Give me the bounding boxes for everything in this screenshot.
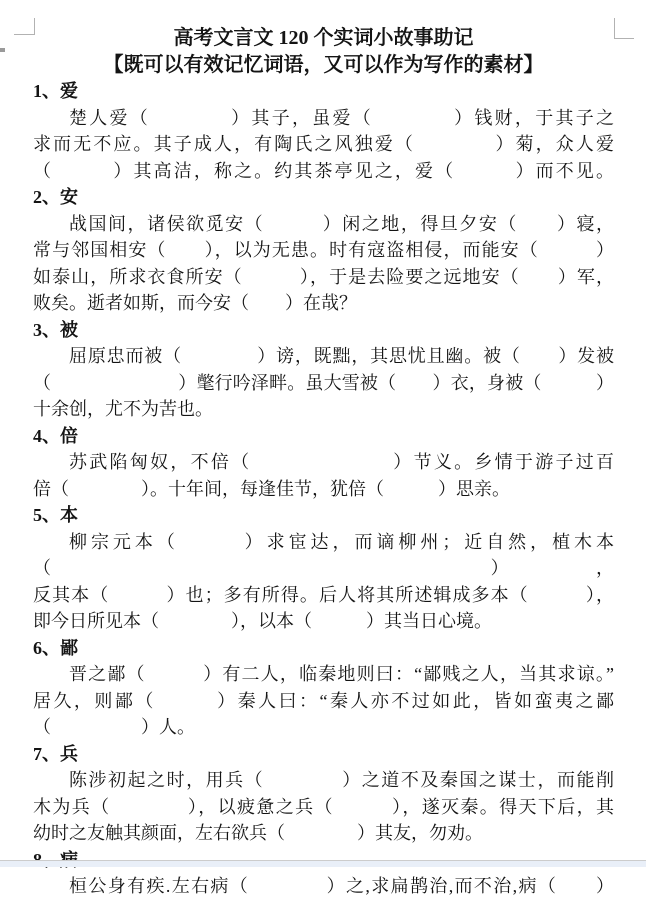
- section-heading: 5、本: [33, 505, 78, 525]
- section-heading: 7、兵: [33, 743, 78, 764]
- story-line: 苏武陷匈奴，不倍（ ）节义。乡情于游子过百: [69, 452, 614, 472]
- story-line: 屈原忠而被（ ）谤，既黜，其思忧且幽。被（ ）发被: [69, 346, 614, 366]
- story-line: 常与邻国相安（ ），以为无患。时有寇盗相侵，而能安（ ）: [33, 240, 614, 260]
- section: [33, 78, 614, 184]
- story-line: 桓公身有疾.左右病（ ）之,求扁鹊治,而不治,病（ ）: [69, 876, 614, 896]
- story-line: 柳宗元本（ ）求宦达，而谪柳州；近自然，植木本（ ），: [33, 531, 614, 578]
- story-line: 陈涉初起之时，用兵（ ）之道不及秦国之谋士，而能削: [69, 770, 614, 790]
- story-line: 战国间，诸侯欲觅安（ ）闲之地，得旦夕安（ ）寝，: [69, 213, 614, 234]
- section: [33, 184, 614, 317]
- section-heading: 4、倍: [33, 425, 78, 446]
- section: [33, 847, 614, 900]
- section: [33, 741, 614, 847]
- section: [33, 423, 614, 503]
- section: [33, 635, 614, 741]
- page-edge-speck: [0, 48, 5, 52]
- section-heading: 2、安: [33, 187, 78, 207]
- section: [33, 317, 614, 423]
- section-heading: 1、爱: [33, 81, 78, 101]
- story-line: 楚人爱（ ）其子，虽爱（ ）钱财，于其子之: [69, 107, 614, 128]
- document-title: 高考文言文 120 个实词小故事助记: [173, 27, 474, 49]
- story-line: 幼时之友触其颜面，左右欲兵（ ）其友，勿劝。: [33, 823, 483, 843]
- document-body: [33, 25, 614, 900]
- story-line: 居久，则鄙（ ）秦人曰：“秦人亦不过如此，皆如蛮夷之鄙: [33, 690, 614, 711]
- story-line: 败矣。逝者如斯，而今安（ ）在哉？: [33, 293, 357, 313]
- section-heading: 3、被: [33, 319, 78, 340]
- story-line: 求而无不应。其子成人，有陶氏之风独爱（ ）菊，众人爱: [33, 134, 614, 154]
- section: [33, 502, 614, 635]
- story-line: （ ）其高洁，称之。约其茶亭见之，爱（ ）而不见。: [33, 160, 614, 181]
- sections-container: [33, 78, 614, 900]
- document-subtitle: 【既可以有效记忆词语，又可以作为写作的素材】: [103, 53, 544, 76]
- story-line: 倍（ ）。十年间，每逢佳节，犹倍（ ）思亲。: [33, 478, 510, 499]
- story-line: 反其本（ ）也；多有所得。后人将其所述辑成多本（ ），: [33, 584, 614, 605]
- story-line: 如泰山，所求衣食所安（ ），于是去险要之远地安（ ）军，: [33, 266, 614, 287]
- story-line: （ ）氅行吟泽畔。虽大雪被（ ）衣，身被（ ）: [33, 372, 614, 393]
- text-boundary-mark-top-right: [614, 18, 634, 39]
- story-line: 晋之鄙（ ）有二人，临秦地则曰：“鄙贱之人，当其求谅。”: [69, 664, 614, 684]
- text-boundary-mark-top-left: [14, 18, 35, 35]
- story-line: 十余创，尤不为苦也。: [33, 399, 213, 419]
- section-heading: 6、鄙: [33, 637, 78, 658]
- story-line: 木为兵（ ），以疲惫之兵（ ），遂灭秦。得天下后，其: [33, 796, 614, 817]
- bottom-edge-strip: [0, 860, 646, 867]
- story-line: （ ）人。: [33, 717, 195, 737]
- story-line: 即今日所见本（ ），以本（ ）其当日心境。: [33, 611, 492, 631]
